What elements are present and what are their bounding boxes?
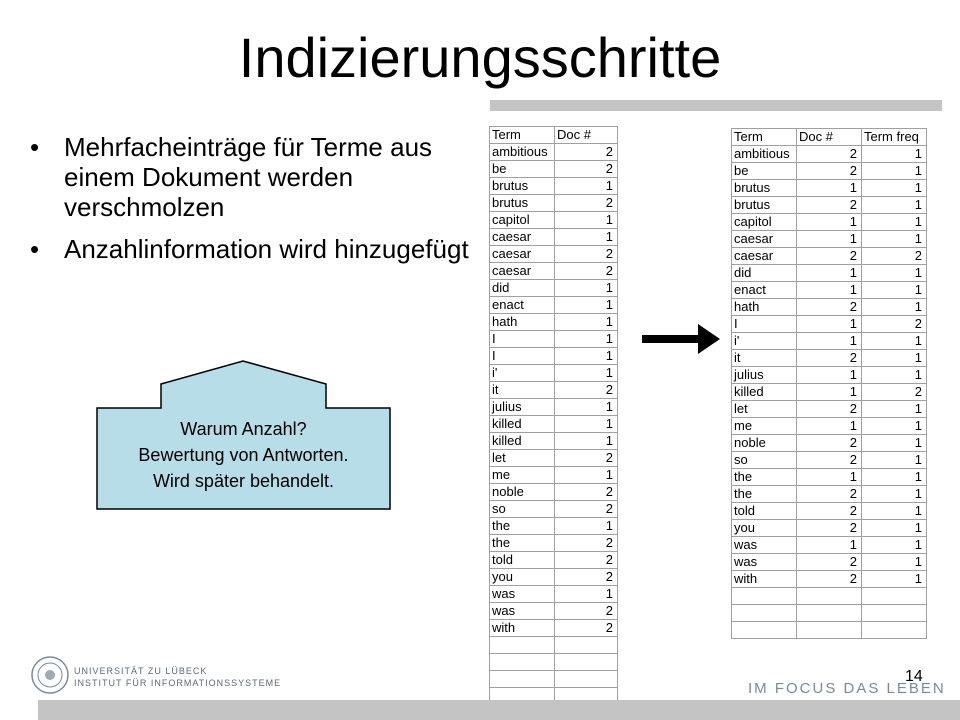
table-cell: 1 <box>862 503 927 520</box>
right-arrow-icon <box>640 322 722 356</box>
table-cell: I <box>732 316 797 333</box>
table-row <box>732 588 927 605</box>
table-row <box>732 452 927 469</box>
table-cell: 2 <box>555 382 618 399</box>
table-cell <box>490 637 555 654</box>
table-cell: 2 <box>555 620 618 637</box>
callout-line: Wird später behandelt. <box>152 471 335 491</box>
table-row <box>490 212 618 229</box>
table-row <box>732 503 927 520</box>
table-cell: killed <box>732 384 797 401</box>
university-line: UNIVERSITÄT ZU LÜBECK <box>74 666 208 676</box>
table-cell: 1 <box>797 418 862 435</box>
table-cell: 1 <box>797 367 862 384</box>
table-row <box>732 622 927 639</box>
table-header-cell: Doc # <box>555 127 618 144</box>
table-cell: 1 <box>555 416 618 433</box>
table-cell: 2 <box>797 197 862 214</box>
table-cell: 1 <box>555 433 618 450</box>
table-row <box>732 418 927 435</box>
table-cell: killed <box>490 416 555 433</box>
table-row <box>490 620 618 637</box>
table-cell: 2 <box>555 603 618 620</box>
table-header-cell: Term freq <box>862 129 927 146</box>
table-row <box>732 180 927 197</box>
table-cell: I <box>490 348 555 365</box>
table-cell <box>555 654 618 671</box>
table-cell <box>555 671 618 688</box>
table-cell <box>490 654 555 671</box>
table-cell: 2 <box>555 161 618 178</box>
table-cell: you <box>490 569 555 586</box>
table-row <box>490 654 618 671</box>
slide-title: Indizierungsschritte <box>238 26 722 89</box>
table-cell: 1 <box>862 333 927 350</box>
callout-arrow-box <box>96 360 391 510</box>
table-cell: 2 <box>797 435 862 452</box>
table-row <box>490 416 618 433</box>
university-seal-logo <box>30 655 70 695</box>
table-cell: brutus <box>490 178 555 195</box>
table-row <box>732 231 927 248</box>
table-cell: capitol <box>732 214 797 231</box>
table-cell: 1 <box>555 467 618 484</box>
table-row <box>490 365 618 382</box>
table-cell: 1 <box>862 469 927 486</box>
table-row <box>732 163 927 180</box>
table-header-row <box>732 129 927 146</box>
table-cell: 2 <box>862 316 927 333</box>
table-cell: 1 <box>555 314 618 331</box>
table-cell: did <box>732 265 797 282</box>
table-row <box>732 401 927 418</box>
table-cell: 1 <box>555 331 618 348</box>
table-cell: 2 <box>555 263 618 280</box>
table-row <box>732 197 927 214</box>
table-cell: 1 <box>862 180 927 197</box>
table-cell: 1 <box>862 520 927 537</box>
table-cell: brutus <box>732 197 797 214</box>
table-cell: 1 <box>555 280 618 297</box>
table-cell: be <box>732 163 797 180</box>
table-cell <box>555 637 618 654</box>
table-cell: 1 <box>797 469 862 486</box>
table-cell: 1 <box>862 435 927 452</box>
table-cell: 1 <box>862 299 927 316</box>
table-row <box>490 382 618 399</box>
table-cell: told <box>490 552 555 569</box>
table-cell <box>797 605 862 622</box>
table-cell: julius <box>732 367 797 384</box>
table-row <box>490 501 618 518</box>
page-number: 14 <box>905 668 923 685</box>
table-cell: 1 <box>555 348 618 365</box>
table-cell: i' <box>732 333 797 350</box>
table-cell: 2 <box>797 146 862 163</box>
table-row <box>732 265 927 282</box>
table-cell: julius <box>490 399 555 416</box>
table-cell: 1 <box>862 486 927 503</box>
table-cell: 1 <box>862 197 927 214</box>
table-cell: 1 <box>797 214 862 231</box>
table-cell: with <box>490 620 555 637</box>
table-header-row <box>490 127 618 144</box>
table-row <box>490 484 618 501</box>
table-cell: 2 <box>862 248 927 265</box>
table-cell: so <box>732 452 797 469</box>
table-cell: 2 <box>555 144 618 161</box>
table-cell: it <box>732 350 797 367</box>
table-cell: let <box>490 450 555 467</box>
table-row <box>490 637 618 654</box>
table-row <box>732 214 927 231</box>
table-row <box>490 348 618 365</box>
table-row <box>732 605 927 622</box>
bullet-text: Anzahlinformation wird hinzugefügt <box>64 234 469 264</box>
table-cell: 1 <box>555 586 618 603</box>
table-cell: be <box>490 161 555 178</box>
table-cell: 1 <box>797 282 862 299</box>
bullet-item <box>30 234 470 264</box>
bullet-text: Mehrfacheinträge für Terme aus einem Dokument werden verschmolzen <box>64 132 433 222</box>
bullet-dot: • <box>30 234 40 264</box>
table-row <box>732 282 927 299</box>
table-cell: 1 <box>797 231 862 248</box>
table-row <box>490 467 618 484</box>
table-cell: 2 <box>555 501 618 518</box>
bullet-dot: • <box>30 132 40 162</box>
table-row <box>732 486 927 503</box>
table-row <box>732 299 927 316</box>
table-row <box>490 552 618 569</box>
table-row <box>732 316 927 333</box>
table-cell: was <box>732 554 797 571</box>
bullet-list <box>30 132 470 276</box>
table-cell: 2 <box>555 246 618 263</box>
table-row <box>490 246 618 263</box>
table-cell: i' <box>490 365 555 382</box>
table-cell: 1 <box>862 214 927 231</box>
table-row <box>732 333 927 350</box>
table-cell: 1 <box>862 452 927 469</box>
table-row <box>490 399 618 416</box>
table-cell: hath <box>732 299 797 316</box>
term-doc-freq-table <box>731 128 927 639</box>
table-cell: 1 <box>862 401 927 418</box>
table-row <box>490 297 618 314</box>
table-cell: 1 <box>797 384 862 401</box>
table-cell: 1 <box>555 212 618 229</box>
table-row <box>490 314 618 331</box>
term-doc-table <box>489 126 618 705</box>
table-cell: 2 <box>555 535 618 552</box>
table-cell: caesar <box>490 246 555 263</box>
table-cell: was <box>490 603 555 620</box>
table-header-cell: Doc # <box>797 129 862 146</box>
table-cell: 1 <box>797 537 862 554</box>
table-row <box>490 586 618 603</box>
table-cell: 2 <box>797 503 862 520</box>
table-cell: 2 <box>555 450 618 467</box>
table-cell: the <box>732 486 797 503</box>
table-row <box>490 518 618 535</box>
table-cell <box>862 622 927 639</box>
table-cell: capitol <box>490 212 555 229</box>
table-header-cell: Term <box>490 127 555 144</box>
table-row <box>490 535 618 552</box>
table-cell: the <box>490 518 555 535</box>
table-cell: 1 <box>862 571 927 588</box>
table-cell: 2 <box>555 195 618 212</box>
table-cell: with <box>732 571 797 588</box>
table-cell: let <box>732 401 797 418</box>
callout-line: Bewertung von Antworten. <box>138 445 349 465</box>
table-cell: noble <box>490 484 555 501</box>
table-row <box>490 671 618 688</box>
table-cell: 1 <box>555 365 618 382</box>
table-cell: 1 <box>797 333 862 350</box>
table-cell <box>732 622 797 639</box>
table-cell: ambitious <box>490 144 555 161</box>
table-cell <box>862 605 927 622</box>
title-rule <box>490 100 942 111</box>
table-cell: 1 <box>862 418 927 435</box>
table-cell: caesar <box>490 263 555 280</box>
table-cell: caesar <box>732 231 797 248</box>
table-row <box>490 280 618 297</box>
table-cell: told <box>732 503 797 520</box>
table-cell: 2 <box>797 401 862 418</box>
table-row <box>490 450 618 467</box>
table-row <box>490 331 618 348</box>
table-cell: 1 <box>797 265 862 282</box>
table-cell: 2 <box>555 552 618 569</box>
table-cell: you <box>732 520 797 537</box>
table-cell: 2 <box>797 299 862 316</box>
table-row <box>732 367 927 384</box>
table-cell: 2 <box>797 452 862 469</box>
table-cell: 1 <box>555 178 618 195</box>
table-row <box>732 248 927 265</box>
table-cell: 1 <box>862 231 927 248</box>
table-cell: 2 <box>862 384 927 401</box>
table-cell: I <box>490 331 555 348</box>
table-row <box>732 554 927 571</box>
table-cell: noble <box>732 435 797 452</box>
table-cell: 1 <box>555 297 618 314</box>
table-cell: caesar <box>490 229 555 246</box>
table-cell <box>490 671 555 688</box>
table-cell: 2 <box>797 571 862 588</box>
table-cell: 1 <box>862 350 927 367</box>
table-cell: brutus <box>732 180 797 197</box>
table-cell: 1 <box>862 163 927 180</box>
table-cell <box>797 622 862 639</box>
table-cell: 1 <box>862 367 927 384</box>
table-cell: caesar <box>732 248 797 265</box>
table-cell: so <box>490 501 555 518</box>
table-row <box>490 195 618 212</box>
table-cell: ambitious <box>732 146 797 163</box>
table-cell: 2 <box>555 484 618 501</box>
table-cell: me <box>490 467 555 484</box>
table-cell: was <box>490 586 555 603</box>
table-cell: was <box>732 537 797 554</box>
footer-bar <box>38 700 960 720</box>
table-cell: me <box>732 418 797 435</box>
table-row <box>490 178 618 195</box>
table-row <box>732 146 927 163</box>
table-row <box>490 603 618 620</box>
table-row <box>490 229 618 246</box>
table-cell: 2 <box>797 554 862 571</box>
table-cell <box>732 605 797 622</box>
table-cell: 2 <box>555 569 618 586</box>
table-cell <box>732 588 797 605</box>
table-cell: 2 <box>797 163 862 180</box>
bullet-item <box>30 132 470 222</box>
table-cell <box>862 588 927 605</box>
table-cell: enact <box>490 297 555 314</box>
table-cell: 1 <box>862 554 927 571</box>
table-row <box>732 350 927 367</box>
table-cell: 1 <box>555 399 618 416</box>
university-name <box>74 665 281 689</box>
callout-text <box>96 416 391 494</box>
table-cell: 1 <box>862 265 927 282</box>
callout-line: Warum Anzahl? <box>180 419 307 439</box>
slogan: IM FOCUS DAS LEBEN <box>748 680 946 697</box>
table-row <box>732 571 927 588</box>
table-row <box>732 469 927 486</box>
table-cell: 1 <box>797 316 862 333</box>
table-header-cell: Term <box>732 129 797 146</box>
table-row <box>732 435 927 452</box>
table-cell: 1 <box>555 518 618 535</box>
table-cell: 2 <box>797 350 862 367</box>
table-cell: hath <box>490 314 555 331</box>
table-cell: 1 <box>862 537 927 554</box>
table-cell: 2 <box>797 248 862 265</box>
table-cell: brutus <box>490 195 555 212</box>
table-cell: it <box>490 382 555 399</box>
table-cell: did <box>490 280 555 297</box>
table-row <box>490 433 618 450</box>
table-row <box>490 569 618 586</box>
table-cell: 1 <box>862 146 927 163</box>
table-cell: 1 <box>862 282 927 299</box>
table-row <box>732 537 927 554</box>
table-row <box>490 144 618 161</box>
table-cell: killed <box>490 433 555 450</box>
institute-line: INSTITUT FÜR INFORMATIONSSYSTEME <box>74 678 282 688</box>
table-cell <box>797 588 862 605</box>
table-cell: 2 <box>797 520 862 537</box>
table-row <box>732 520 927 537</box>
table-cell: the <box>732 469 797 486</box>
table-row <box>732 384 927 401</box>
table-cell: enact <box>732 282 797 299</box>
table-cell: 1 <box>797 180 862 197</box>
table-row <box>490 263 618 280</box>
table-cell: the <box>490 535 555 552</box>
table-cell: 1 <box>555 229 618 246</box>
table-cell: 2 <box>797 486 862 503</box>
table-row <box>490 161 618 178</box>
